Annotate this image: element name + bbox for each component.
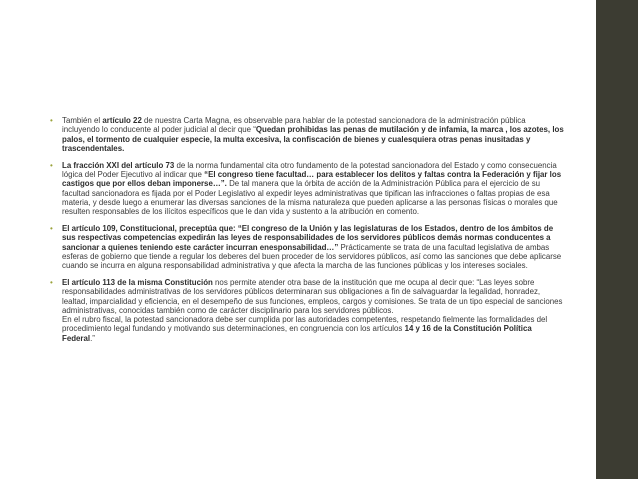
bullet-dot-icon: • [50,223,53,233]
text-segment: En el rubro fiscal, la potestad sancionadora debe ser cumplida por las autoridades competentes, respetando fielmente las formalidades del procedimiento legal fundando y motivando sus determinaciones, en congruencia con los artículos [62,315,548,334]
bold-text-segment: artículo 22 [102,116,142,125]
bullet-text [62,278,565,343]
bullet-dot-icon: • [50,277,53,287]
bold-text-segment: El artículo 109, Constitucional, preceptúa que: “El congreso de la Unión y las legislaturas de los Estados, dentro de los ámbitos de sus respectivas competencias expedirán las leyes de responsabilidades de los servidores públicos demás normas conducentes a sancionar a quienes teniendo este carácter incurran enesponsabilidad…” [62,223,554,252]
bold-text-segment: 14 y 16 de la Constitución Política Federal [62,324,532,343]
bullet-item [50,116,565,153]
text-segment: También el [62,116,103,125]
bullet-dot-icon: • [50,116,53,125]
bold-text-segment: “El congreso tiene facultad… para establecer los delitos y faltas contra la Federación y fijar los castigos que por ellos deban imponerse…”. [62,169,562,189]
bullet-item [50,278,565,343]
text-segment: nos permite atender otra base de la institución que me ocupa al decir que: “Las leyes sobre responsabilidades administrativas de los servidores públicos determinaran sus obligaciones a fin de salvaguardar la legalidad, honradez, lealtad, imparcialidad y eficiencia, en el desempeño de sus funciones, empleos, cargos y comisiones. Se trata de un tipo especial de sanciones administrativas, conocidas también como de carácter disciplinario para los servidores públicos. [62,277,563,315]
text-segment: De tal manera que la órbita de acción de la Administración Pública para el ejercicio de su facultad sancionadora es fijada por el Poder Legislativo al expedir leyes administrativas que tipifican las infracciones o faltas propias de esa materia, y desde luego a enumerar las diversas sanciones de la misma naturaleza que pueden aplicarse a las personas físicas o morales que resulten responsables de los ilícitos específicos que le dan vida y sustento a la atribución en comento. [62,179,558,217]
text-segment: .” [90,333,95,343]
bullet-dot-icon: • [50,160,53,170]
bullet-item [50,161,565,217]
bullet-item [50,224,565,270]
text-segment: Prácticamente se trata de una facultad legislativa de ambas esferas de gobierno que tiende a regular los deberes del buen proceder de los servidores públicos, así como las sanciones que debe aplicarse cuando se incurra en alguna responsabilidad administrativa y que afecta la marcha de las funciones públicas y los intereses sociales. [62,242,562,271]
bullet-text [62,161,565,217]
text-segment: de la norma fundamental cita otro fundamento de la potestad sancionadora del Estado y como consecuencia lógica del Poder Ejecutivo al indicar que [62,160,557,179]
text-segment: de nuestra Carta Magna, es observable para hablar de la potestad sancionadora de la administración pública incluyendo lo conducente al poder judicial al decir que “ [62,116,526,135]
bold-text-segment: La fracción XXI del artículo 73 [62,160,175,170]
bullet-text [62,116,565,153]
slide-content [50,116,565,351]
right-sidebar-band [596,0,638,479]
bold-text-segment: El artículo 113 de la misma Constitución [62,277,213,287]
bullet-text [62,224,565,270]
bold-text-segment: Quedan prohibidas las penas de mutilación y de infamia, la marca , los azotes, los palos, el tormento de cualquier especie, la multa excesiva, la confiscación de bienes y cualesquiera otras penas inusitadas y trascendentales. [62,125,564,153]
